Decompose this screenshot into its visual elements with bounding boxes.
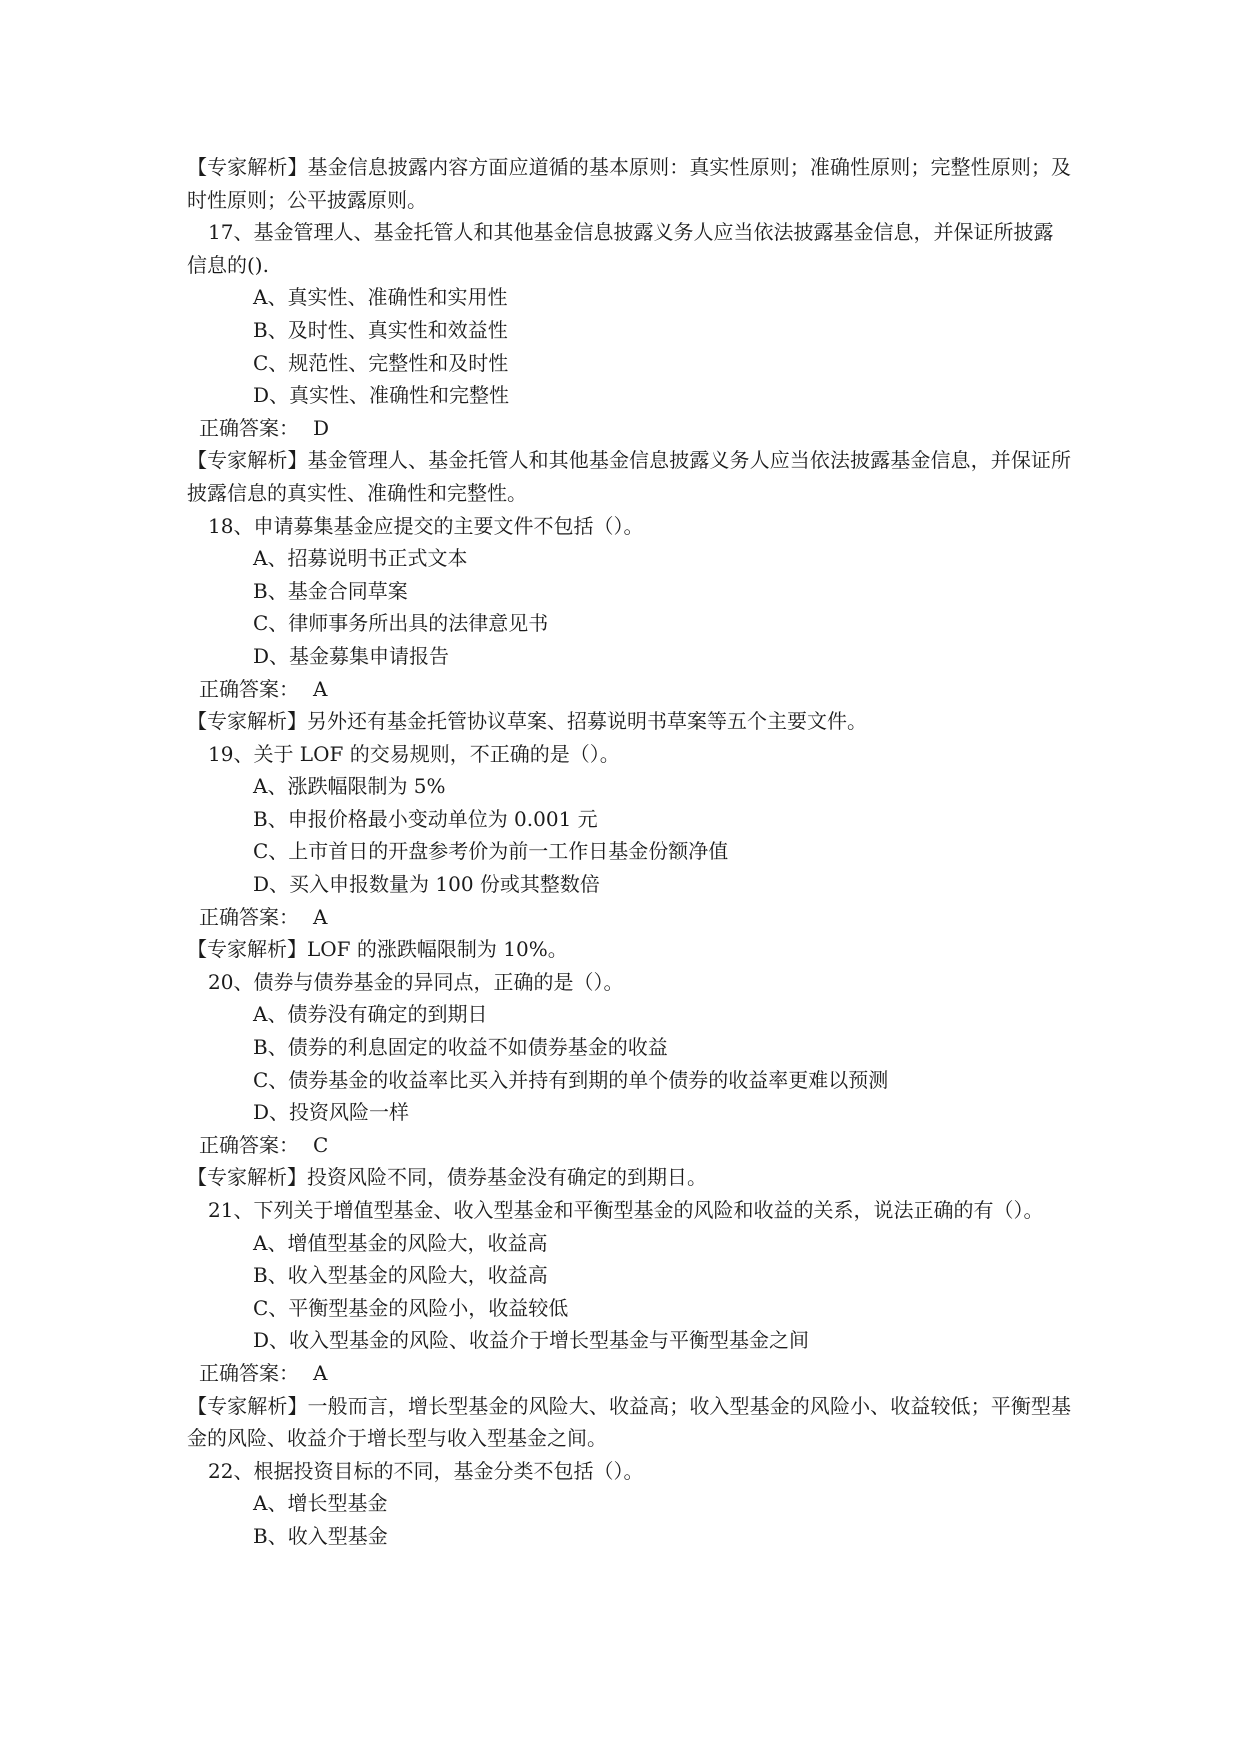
answer-label: 正确答案： [199, 1360, 299, 1385]
option-a: A、涨跌幅限制为 5% [253, 774, 446, 799]
answer-value: D [313, 415, 330, 440]
answer-value: C [313, 1132, 329, 1157]
option-a: A、招募说明书正式文本 [253, 546, 468, 571]
answer-value: A [313, 1360, 328, 1385]
answer-value: A [313, 904, 328, 929]
question-block [187, 510, 1071, 738]
answer-label: 正确答案： [199, 415, 299, 440]
option-d: D、投资风险一样 [253, 1100, 410, 1125]
question-block [187, 1455, 1071, 1553]
option-a: A、增值型基金的风险大，收益高 [253, 1230, 548, 1255]
option-d: D、真实性、准确性和完整性 [253, 383, 510, 408]
question-stem: 18、申请募集基金应提交的主要文件不包括（）。 [208, 513, 644, 538]
question-stem: 21、下列关于增值型基金、收入型基金和平衡型基金的风险和收益的关系，说法正确的有（）。 [208, 1198, 1044, 1222]
option-b: B、及时性、真实性和效益性 [253, 317, 508, 342]
answer-label: 正确答案： [199, 904, 299, 929]
option-b: B、债券的利息固定的收益不如债券基金的收益 [253, 1035, 668, 1060]
correct-answer [187, 412, 1071, 445]
option-b: B、收入型基金 [253, 1523, 388, 1548]
option-c: C、债券基金的收益率比买入并持有到期的单个债券的收益率更难以预测 [253, 1067, 889, 1092]
option-d: D、买入申报数量为 100 份或其整数倍 [253, 872, 600, 897]
option-a: A、增长型基金 [253, 1491, 388, 1516]
option-b: B、基金合同草案 [253, 578, 408, 603]
option-b: B、收入型基金的风险大，收益高 [253, 1263, 548, 1288]
correct-answer [187, 1357, 1071, 1390]
option-a: A、真实性、准确性和实用性 [253, 285, 508, 310]
correct-answer [187, 901, 1071, 934]
answer-label: 正确答案： [199, 1132, 299, 1157]
question-stem: 22、根据投资目标的不同，基金分类不包括（）。 [208, 1458, 644, 1483]
question-block [187, 1194, 1071, 1455]
expert-explanation: 【专家解析】LOF 的涨跌幅限制为 10%。 [187, 937, 568, 962]
option-c: C、平衡型基金的风险小，收益较低 [253, 1295, 569, 1320]
expert-explanation: 【专家解析】投资风险不同，债券基金没有确定的到期日。 [187, 1165, 707, 1190]
answer-label: 正确答案： [199, 676, 299, 701]
option-c: C、规范性、完整性和及时性 [253, 350, 509, 375]
expert-explanation: 【专家解析】一般而言，增长型基金的风险大、收益高；收入型基金的风险小、收益较低；平衡型基金的风险、收益介于增长型与收入型基金之间。 [187, 1393, 1071, 1451]
option-b: B、申报价格最小变动单位为 0.001 元 [253, 806, 598, 831]
answer-value: A [313, 676, 328, 701]
option-c: C、上市首日的开盘参考价为前一工作日基金份额净值 [253, 839, 729, 864]
option-d: D、基金募集申请报告 [253, 643, 450, 668]
correct-answer [187, 673, 1071, 706]
question-stem: 17、基金管理人、基金托管人和其他基金信息披露义务人应当依法披露基金信息，并保证所披露信息的(). [187, 220, 1054, 277]
expert-explanation: 【专家解析】基金管理人、基金托管人和其他基金信息披露义务人应当依法披露基金信息，并保证所披露信息的真实性、准确性和完整性。 [187, 448, 1071, 505]
intro-explanation: 【专家解析】基金信息披露内容方面应道循的基本原则：真实性原则；准确性原则；完整性原则；及时性原则；公平披露原则。 [187, 155, 1071, 212]
option-d: D、收入型基金的风险、收益介于增长型基金与平衡型基金之间 [253, 1328, 810, 1353]
question-block [187, 216, 1071, 509]
question-stem: 19、关于 LOF 的交易规则，不正确的是（）。 [208, 741, 620, 766]
question-block [187, 966, 1071, 1194]
question-stem: 20、债券与债券基金的异同点，正确的是（）。 [208, 969, 624, 994]
correct-answer [187, 1129, 1071, 1162]
question-block [187, 738, 1071, 966]
option-a: A、债券没有确定的到期日 [253, 1002, 488, 1027]
expert-explanation: 【专家解析】另外还有基金托管协议草案、招募说明书草案等五个主要文件。 [187, 709, 867, 734]
option-c: C、律师事务所出具的法律意见书 [253, 611, 549, 636]
